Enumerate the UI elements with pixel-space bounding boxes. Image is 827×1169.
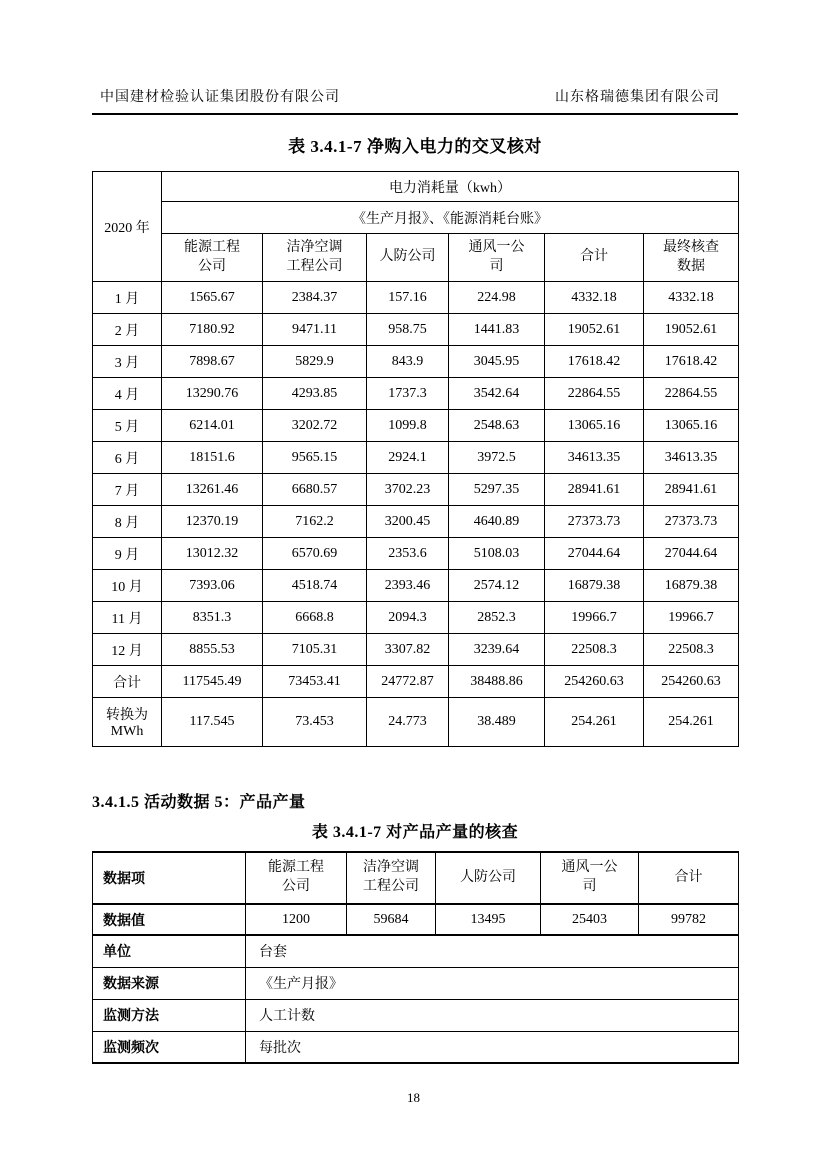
table-row xyxy=(93,506,739,538)
table-row xyxy=(93,282,739,314)
row-label: 7 月 xyxy=(93,474,162,506)
cell-value: 2574.12 xyxy=(449,570,545,602)
cell-value: 12370.19 xyxy=(162,506,263,538)
cell-value: 19966.7 xyxy=(644,602,739,634)
cell-value: 16879.38 xyxy=(644,570,739,602)
cell-value: 2852.3 xyxy=(449,602,545,634)
cell-value: 1441.83 xyxy=(449,314,545,346)
cell-value: 4518.74 xyxy=(263,570,367,602)
cell-value: 73.453 xyxy=(263,698,367,747)
cell-value: 《生产月报》 xyxy=(246,967,739,999)
cell-value: 人工计数 xyxy=(246,999,739,1031)
cell-value: 19052.61 xyxy=(644,314,739,346)
cell-value: 958.75 xyxy=(367,314,449,346)
cell-value: 每批次 xyxy=(246,1031,739,1063)
year-cell: 2020 年 xyxy=(93,172,162,282)
product-output-table xyxy=(92,851,739,1064)
cell-value: 9565.15 xyxy=(263,442,367,474)
table1-header-row-1 xyxy=(93,172,739,202)
cell-value: 9471.11 xyxy=(263,314,367,346)
cell-value: 4293.85 xyxy=(263,378,367,410)
cell-value: 19052.61 xyxy=(545,314,644,346)
cell-value: 3045.95 xyxy=(449,346,545,378)
cell-value: 22864.55 xyxy=(545,378,644,410)
row-label: 5 月 xyxy=(93,410,162,442)
cell-value: 254260.63 xyxy=(644,666,739,698)
cell-value: 1737.3 xyxy=(367,378,449,410)
row-label: 12 月 xyxy=(93,634,162,666)
table2-title: 表 3.4.1-7 对产品产量的核查 xyxy=(311,824,519,841)
cell-value: 3239.64 xyxy=(449,634,545,666)
table2-header-row xyxy=(93,852,739,904)
cell-value: 27044.64 xyxy=(545,538,644,570)
cell-value: 13065.16 xyxy=(545,410,644,442)
cell-value: 1565.67 xyxy=(162,282,263,314)
cell-value: 22508.3 xyxy=(644,634,739,666)
cell-value: 2353.6 xyxy=(367,538,449,570)
cell-value: 117545.49 xyxy=(162,666,263,698)
table-row xyxy=(93,314,739,346)
column-header: 合计 xyxy=(639,852,739,904)
column-header: 人防公司 xyxy=(367,234,449,282)
cell-value: 1099.8 xyxy=(367,410,449,442)
cell-value: 13065.16 xyxy=(644,410,739,442)
cell-value: 24772.87 xyxy=(367,666,449,698)
cell-value: 22508.3 xyxy=(545,634,644,666)
cell-value: 254260.63 xyxy=(545,666,644,698)
cell-value: 254.261 xyxy=(545,698,644,747)
row-label: 1 月 xyxy=(93,282,162,314)
cell-value: 59684 xyxy=(347,904,436,935)
cell-value: 6214.01 xyxy=(162,410,263,442)
cell-value: 18151.6 xyxy=(162,442,263,474)
row-label: 合计 xyxy=(93,666,162,698)
cell-value: 6570.69 xyxy=(263,538,367,570)
page-number: 18 xyxy=(407,1090,420,1105)
column-header: 通风一公司 xyxy=(449,234,545,282)
cell-value: 16879.38 xyxy=(545,570,644,602)
cell-value: 2924.1 xyxy=(367,442,449,474)
cell-value: 27044.64 xyxy=(644,538,739,570)
cell-value: 157.16 xyxy=(367,282,449,314)
cell-value: 38.489 xyxy=(449,698,545,747)
cell-value: 99782 xyxy=(639,904,739,935)
cell-value: 6668.8 xyxy=(263,602,367,634)
cell-value: 8351.3 xyxy=(162,602,263,634)
table1-title: 表 3.4.1-7 净购入电力的交叉核对 xyxy=(288,137,542,156)
row-label: 数据来源 xyxy=(93,967,246,999)
column-header: 洁净空调工程公司 xyxy=(263,234,367,282)
table-row xyxy=(93,570,739,602)
table2-info-body xyxy=(93,935,739,1063)
row-label: 2 月 xyxy=(93,314,162,346)
table2-values-row xyxy=(93,904,739,935)
table-row xyxy=(93,442,739,474)
row-label: 转换为MWh xyxy=(93,698,162,747)
cell-value: 5297.35 xyxy=(449,474,545,506)
cell-value: 4332.18 xyxy=(644,282,739,314)
cell-value: 7180.92 xyxy=(162,314,263,346)
cell-value: 117.545 xyxy=(162,698,263,747)
cell-value: 28941.61 xyxy=(545,474,644,506)
cell-value: 38488.86 xyxy=(449,666,545,698)
source-header-cell: 《生产月报》、《能源消耗台账》 xyxy=(162,202,739,234)
table-row xyxy=(93,999,739,1031)
column-header: 洁净空调工程公司 xyxy=(347,852,436,904)
table1-column-header-row xyxy=(93,234,739,282)
column-header: 人防公司 xyxy=(436,852,541,904)
cell-value: 13495 xyxy=(436,904,541,935)
cell-value: 4332.18 xyxy=(545,282,644,314)
cell-value: 843.9 xyxy=(367,346,449,378)
cell-value: 28941.61 xyxy=(644,474,739,506)
cell-value: 3542.64 xyxy=(449,378,545,410)
row-label: 8 月 xyxy=(93,506,162,538)
row-label: 10 月 xyxy=(93,570,162,602)
cell-value: 7898.67 xyxy=(162,346,263,378)
cell-value: 25403 xyxy=(541,904,639,935)
table-row xyxy=(93,698,739,747)
cell-value: 6680.57 xyxy=(263,474,367,506)
column-header: 通风一公司 xyxy=(541,852,639,904)
table1-header-row-2 xyxy=(93,202,739,234)
consumption-header-cell: 电力消耗量（kwh） xyxy=(162,172,739,202)
cell-value: 224.98 xyxy=(449,282,545,314)
cell-value: 27373.73 xyxy=(644,506,739,538)
cell-value: 254.261 xyxy=(644,698,739,747)
cell-value: 19966.7 xyxy=(545,602,644,634)
row-label: 监测频次 xyxy=(93,1031,246,1063)
row-label: 9 月 xyxy=(93,538,162,570)
table-row xyxy=(93,346,739,378)
cell-value: 5108.03 xyxy=(449,538,545,570)
cell-value: 台套 xyxy=(246,935,739,967)
cell-value: 4640.89 xyxy=(449,506,545,538)
cell-value: 13290.76 xyxy=(162,378,263,410)
row-label: 4 月 xyxy=(93,378,162,410)
table-row xyxy=(93,935,739,967)
column-header: 能源工程公司 xyxy=(246,852,347,904)
cell-value: 22864.55 xyxy=(644,378,739,410)
table-row xyxy=(93,1031,739,1063)
column-header: 最终核查数据 xyxy=(644,234,739,282)
cell-value: 27373.73 xyxy=(545,506,644,538)
cell-value: 2094.3 xyxy=(367,602,449,634)
cell-value: 34613.35 xyxy=(545,442,644,474)
cell-value: 17618.42 xyxy=(644,346,739,378)
table-row xyxy=(93,538,739,570)
cell-value: 2384.37 xyxy=(263,282,367,314)
row-label: 11 月 xyxy=(93,602,162,634)
table-row xyxy=(93,410,739,442)
row-label: 单位 xyxy=(93,935,246,967)
cell-value: 34613.35 xyxy=(644,442,739,474)
table-row xyxy=(93,634,739,666)
data-item-label: 数据项 xyxy=(93,852,246,904)
cell-value: 3307.82 xyxy=(367,634,449,666)
row-label: 3 月 xyxy=(93,346,162,378)
table-row xyxy=(93,602,739,634)
row-label: 监测方法 xyxy=(93,999,246,1031)
cell-value: 24.773 xyxy=(367,698,449,747)
table-row xyxy=(93,378,739,410)
header-company-left: 中国建材检验认证集团股份有限公司 xyxy=(100,90,340,105)
header-company-right: 山东格瑞德集团有限公司 xyxy=(555,90,720,105)
cell-value: 7105.31 xyxy=(263,634,367,666)
electricity-table-body xyxy=(93,282,739,747)
cell-value: 3702.23 xyxy=(367,474,449,506)
column-header: 能源工程公司 xyxy=(162,234,263,282)
cell-value: 2548.63 xyxy=(449,410,545,442)
table-row xyxy=(93,666,739,698)
cell-value: 3200.45 xyxy=(367,506,449,538)
column-header: 合计 xyxy=(545,234,644,282)
electricity-crosscheck-table xyxy=(92,171,739,747)
cell-value: 17618.42 xyxy=(545,346,644,378)
table-row xyxy=(93,474,739,506)
data-value-label: 数据值 xyxy=(93,904,246,935)
row-label: 6 月 xyxy=(93,442,162,474)
cell-value: 1200 xyxy=(246,904,347,935)
cell-value: 7393.06 xyxy=(162,570,263,602)
cell-value: 73453.41 xyxy=(263,666,367,698)
cell-value: 13261.46 xyxy=(162,474,263,506)
cell-value: 2393.46 xyxy=(367,570,449,602)
section-heading: 3.4.1.5 活动数据 5：产品产量 xyxy=(92,794,306,811)
cell-value: 3202.72 xyxy=(263,410,367,442)
cell-value: 7162.2 xyxy=(263,506,367,538)
cell-value: 5829.9 xyxy=(263,346,367,378)
document-header xyxy=(92,0,738,115)
table-row xyxy=(93,967,739,999)
cell-value: 8855.53 xyxy=(162,634,263,666)
cell-value: 13012.32 xyxy=(162,538,263,570)
cell-value: 3972.5 xyxy=(449,442,545,474)
